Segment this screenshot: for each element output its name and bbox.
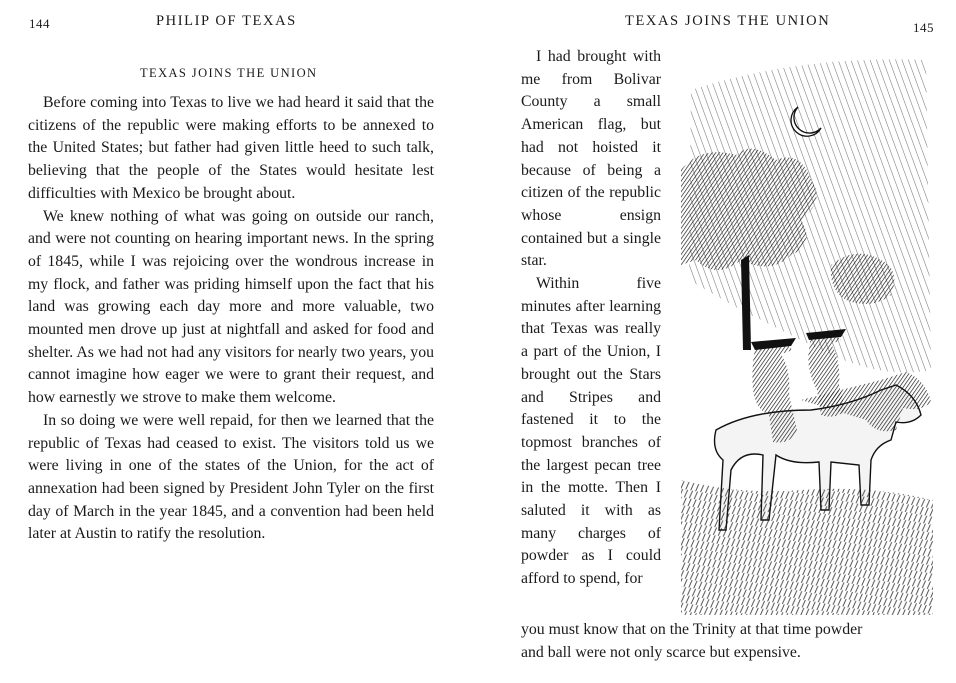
- body-text: [28, 92, 434, 546]
- chapter-title: TEXAS JOINS THE UNION: [140, 66, 318, 80]
- text-line: you must know that on the Trinity at that time powder: [521, 621, 863, 638]
- paragraph: We knew nothing of what was going on outside our ranch, and were not counting on hearing important news. In the spring of 1845, while I was rejoicing over the wondrous increase in my flock, and father was priding himself upon the fact that his land was growing each day more and more valuable, two mounted men drove up just at nightfall and asked for food and shelter. As we had not had any visitors for nearly two years, you cannot imagine how eager we were to grant their request, and how earnestly we strove to make them welcome.: [28, 207, 434, 407]
- text-line: and ball were not only scarce but expensive.: [521, 643, 801, 661]
- body-text-full-width: [521, 619, 931, 664]
- running-head: TEXAS JOINS THE UNION: [625, 13, 831, 29]
- paragraph: I had brought with me from Bolivar County a small American flag, but had not hoisted it because of being a citizen of the republic whose ensign contained but a single star.: [521, 48, 661, 270]
- page-number: 145: [913, 20, 934, 35]
- page-number: 144: [29, 16, 50, 31]
- body-text-column: [521, 46, 661, 591]
- paragraph: Before coming into Texas to live we had heard it said that the citizens of the republic were making efforts to be annexed to the United States; but father had given little heed to such talk, believing that the people of the States would hesitate lest difficulties with Mexico be brought about.: [28, 94, 434, 202]
- right-page: [478, 0, 956, 683]
- illustration-riders-at-night: [681, 50, 933, 615]
- running-head: PHILIP OF TEXAS: [156, 13, 297, 29]
- paragraph: In so doing we were well repaid, for then we learned that the republic of Texas had ceased to exist. The visitors told us we were living in one of the states of the Union, for the act of annexation had been signed by President John Tyler on the first day of March in the year 1845, and a convention had been held later at Austin to ratify the resolution.: [28, 411, 434, 543]
- paragraph: Within five minutes after learning that Texas was really a part of the Union, I brought out the Stars and Stripes and fastened it to the topmost branches of the largest pecan tree in the motte. Then I saluted it with as many charges of powder as I could afford to spend, for: [521, 275, 661, 588]
